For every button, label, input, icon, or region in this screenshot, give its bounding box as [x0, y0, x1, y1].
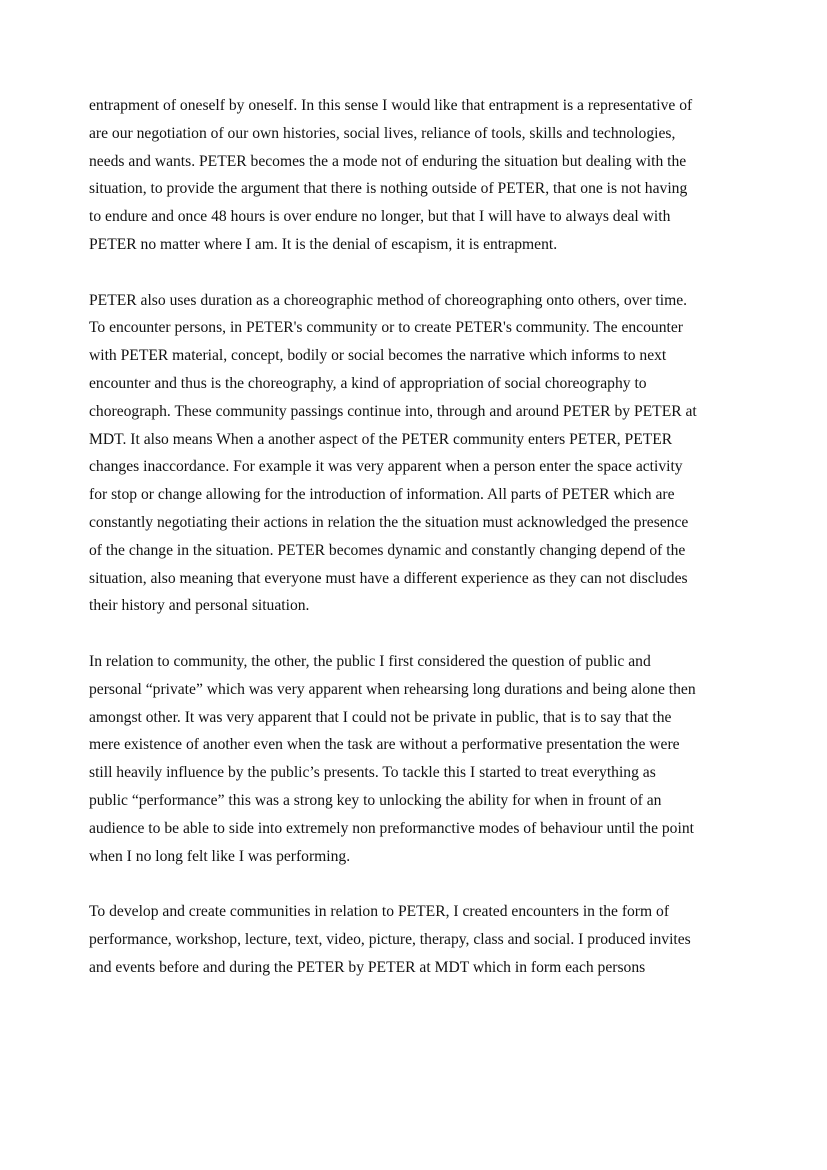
text-line: to endure and once 48 hours is over endure no longer, but that I will have to always deal with	[89, 208, 671, 226]
text-line: for stop or change allowing for the introduction of information. All parts of PETER which are	[89, 486, 675, 504]
paragraph-2	[89, 287, 749, 621]
text-line: are our negotiation of our own histories, social lives, reliance of tools, skills and technologies,	[89, 124, 676, 142]
body-text	[89, 92, 749, 1009]
text-line: changes inaccordance. For example it was very apparent when a person enter the space activity	[89, 458, 683, 476]
text-line: In relation to community, the other, the public I first considered the question of public and	[89, 652, 651, 670]
text-line: mere existence of another even when the task are without a performative presentation the were	[89, 736, 680, 754]
text-line: To develop and create communities in relation to PETER, I created encounters in the form of	[89, 903, 670, 921]
text-line: MDT. It also means When a another aspect of the PETER community enters PETER, PETER	[89, 430, 673, 448]
text-line: with PETER material, concept, bodily or social becomes the narrative which informs to next	[89, 347, 667, 365]
paragraph-1	[89, 92, 749, 259]
text-line: audience to be able to side into extremely non preformanctive modes of behaviour until the point	[89, 819, 694, 837]
text-line: still heavily influence by the public’s presents. To tackle this I started to treat everything as	[89, 764, 656, 782]
text-line: needs and wants. PETER becomes the a mode not of enduring the situation but dealing with the	[89, 152, 687, 170]
paragraph-3	[89, 648, 749, 870]
text-line: personal “private” which was very apparent when rehearsing long durations and being alone then	[89, 680, 696, 698]
text-line: of the change in the situation. PETER becomes dynamic and constantly changing depend of the	[89, 541, 686, 559]
text-line: PETER no matter where I am. It is the denial of escapism, it is entrapment.	[89, 235, 558, 253]
text-line: choreograph. These community passings continue into, through and around PETER by PETER at	[89, 402, 697, 420]
text-line: and events before and during the PETER by PETER at MDT which in form each persons	[89, 958, 646, 976]
text-line: encounter and thus is the choreography, a kind of appropriation of social choreography to	[89, 374, 647, 392]
text-line: when I no long felt like I was performing.	[89, 847, 351, 865]
text-line: entrapment of oneself by oneself. In this sense I would like that entrapment is a representative of	[89, 97, 693, 114]
text-line: situation, to provide the argument that there is nothing outside of PETER, that one is not having	[89, 180, 688, 198]
text-line: constantly negotiating their actions in relation the the situation must acknowledged the presence	[89, 513, 689, 531]
text-line: their history and personal situation.	[89, 597, 310, 615]
text-line: situation, also meaning that everyone must have a different experience as they can not discludes	[89, 569, 688, 587]
text-line: public “performance” this was a strong key to unlocking the ability for when in frount of an	[89, 791, 662, 809]
text-line: performance, workshop, lecture, text, video, picture, therapy, class and social. I produced invites	[89, 930, 691, 948]
text-line: To encounter persons, in PETER's community or to create PETER's community. The encounter	[89, 319, 683, 337]
text-line: amongst other. It was very apparent that I could not be private in public, that is to say that the	[89, 708, 672, 726]
text-line: PETER also uses duration as a choreographic method of choreographing onto others, over time.	[89, 291, 688, 309]
paragraph-4	[89, 898, 749, 981]
